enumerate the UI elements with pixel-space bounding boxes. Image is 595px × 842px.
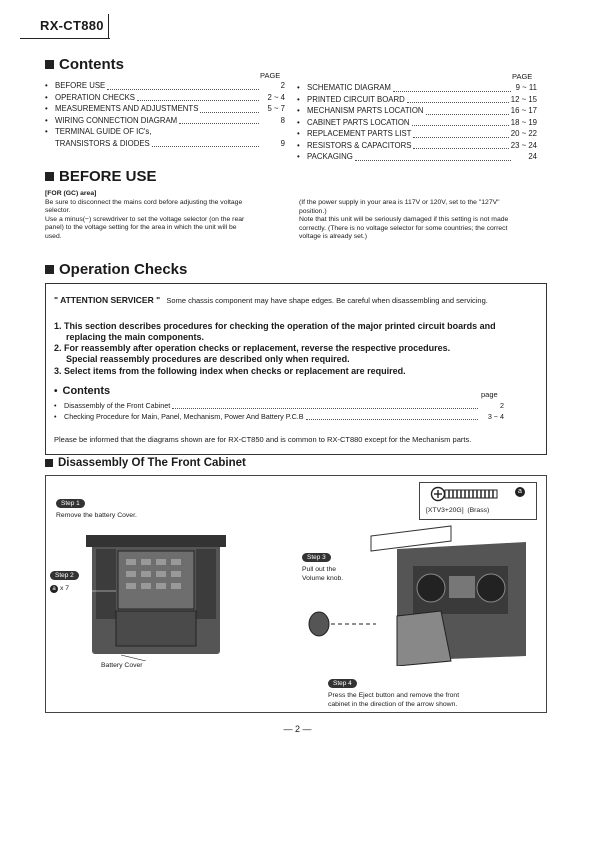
step2 <box>50 564 79 593</box>
step3-text-2: Volume knob. <box>302 575 344 582</box>
op-page-label: page <box>481 390 498 399</box>
toc-row: • RESISTORS & CAPACITORS 23 ~ 24 <box>297 140 537 150</box>
step4-text-1: Press the Eject button and remove the front <box>328 692 460 699</box>
screw-mark-icon: a <box>50 585 58 593</box>
contents-page-label-right: PAGE <box>512 72 533 81</box>
contents-list-right <box>297 82 537 163</box>
model-number: RX-CT880 <box>40 18 104 33</box>
toc-row: • PRINTED CIRCUIT BOARD 12 ~ 15 <box>297 94 537 104</box>
square-bullet-icon <box>45 265 54 274</box>
toc-row: • OPERATION CHECKS 2 ~ 4 <box>45 92 285 102</box>
step3-badge: Step 3 <box>302 553 331 562</box>
header-rule <box>20 38 110 39</box>
disassembly-title: Disassembly Of The Front Cabinet <box>58 457 246 469</box>
contents-heading <box>45 56 124 73</box>
op-contents-heading: • Contents <box>54 385 111 397</box>
index-row: • Disassembly of the Front Cabinet 2 <box>54 401 504 410</box>
screw-mark-icon: a <box>515 487 525 497</box>
op-index-list <box>54 400 504 422</box>
screw-spec: [XTV3+20G] (Brass) <box>426 507 490 514</box>
battery-cover-label: Battery Cover <box>101 662 143 669</box>
step2-badge: Step 2 <box>50 571 79 580</box>
contents-page-label-left: PAGE <box>260 71 281 80</box>
step4-text-2: cabinet in the direction of the arrow shown. <box>328 701 458 708</box>
diagram-note: Please be informed that the diagrams shown are for RX-CT850 and is common to RX-CT880 except for the Mechanism parts. <box>54 435 472 444</box>
operation-checks-box <box>45 283 547 455</box>
step1 <box>56 492 137 520</box>
square-bullet-icon <box>45 172 54 181</box>
square-bullet-icon <box>45 60 54 69</box>
square-bullet-icon <box>45 459 53 467</box>
rear-unit-illustration <box>86 531 226 661</box>
toc-row: • PACKAGING 24 <box>297 152 537 161</box>
screw-icon <box>430 486 510 502</box>
index-row: • Checking Procedure for Main, Panel, Mechanism, Power And Battery P.C.B 3 ~ 4 <box>54 412 504 421</box>
step1-text: Remove the battery Cover. <box>56 512 137 519</box>
header-divider <box>108 14 109 39</box>
toc-row: • TERMINAL GUIDE OF IC's, <box>45 127 152 136</box>
before-use-title: BEFORE USE <box>59 168 157 185</box>
operation-checks-heading <box>45 261 187 278</box>
step3-text-1: Pull out the <box>302 566 337 573</box>
contents-list-left <box>45 80 285 149</box>
toc-row: • SCHEMATIC DIAGRAM 9 ~ 11 <box>297 83 537 92</box>
step4 <box>328 672 459 709</box>
before-use-heading <box>45 168 157 185</box>
disassembly-figure <box>45 475 547 713</box>
toc-row: TRANSISTORS & DIODES 9 <box>55 138 285 148</box>
contents-title: Contents <box>59 56 124 73</box>
toc-row: • MEASUREMENTS AND ADJUSTMENTS 5 ~ 7 <box>45 104 285 113</box>
before-use-left-text: [FOR (GC) area] Be sure to disconnect the mains cord before adjusting the voltage selector. Use a minus(−) screwdriver to set the voltage selector (on the rear panel) to the voltage setting for the area in which the unit will be used. <box>45 190 245 240</box>
toc-row: • WIRING CONNECTION DIAGRAM 8 <box>45 115 285 125</box>
toc-row: • BEFORE USE 2 <box>45 81 285 90</box>
step2-count: a x 7 <box>50 584 79 593</box>
disassembly-heading <box>45 457 246 469</box>
toc-row: • MECHANISM PARTS LOCATION 16 ~ 17 <box>297 106 537 115</box>
operation-checks-title: Operation Checks <box>59 261 188 278</box>
toc-row: • CABINET PARTS LOCATION 18 ~ 19 <box>297 117 537 127</box>
toc-row: • REPLACEMENT PARTS LIST 20 ~ 22 <box>297 129 537 138</box>
front-unit-illustration <box>301 516 541 666</box>
page-number: — 2 — <box>283 724 312 734</box>
screw-legend <box>419 482 537 520</box>
before-use-right-text: (If the power supply in your area is 117V or 120V, set to the "127V" position.) Note that this unit will be seriously damaged if this setting is not made correctly. (There is no voltage selector for some countries; the correct voltage is already set.) <box>299 199 509 241</box>
step4-badge: Step 4 <box>328 679 357 688</box>
instructions-list: 1. This section describes procedures for checking the operation of the major printed circuit boards and replacing the main components. 2. For reassembly after operation checks or replacement, reverse the respective procedures. Special reassembly procedures are described only when required. 3. Select items from the following index when checks or replacement are required. <box>54 321 496 376</box>
attention-line: " ATTENTION SERVICER " Some chassis component may have shape edges. Be careful when disassembling and servicing. <box>54 295 488 305</box>
step1-badge: Step 1 <box>56 499 85 508</box>
